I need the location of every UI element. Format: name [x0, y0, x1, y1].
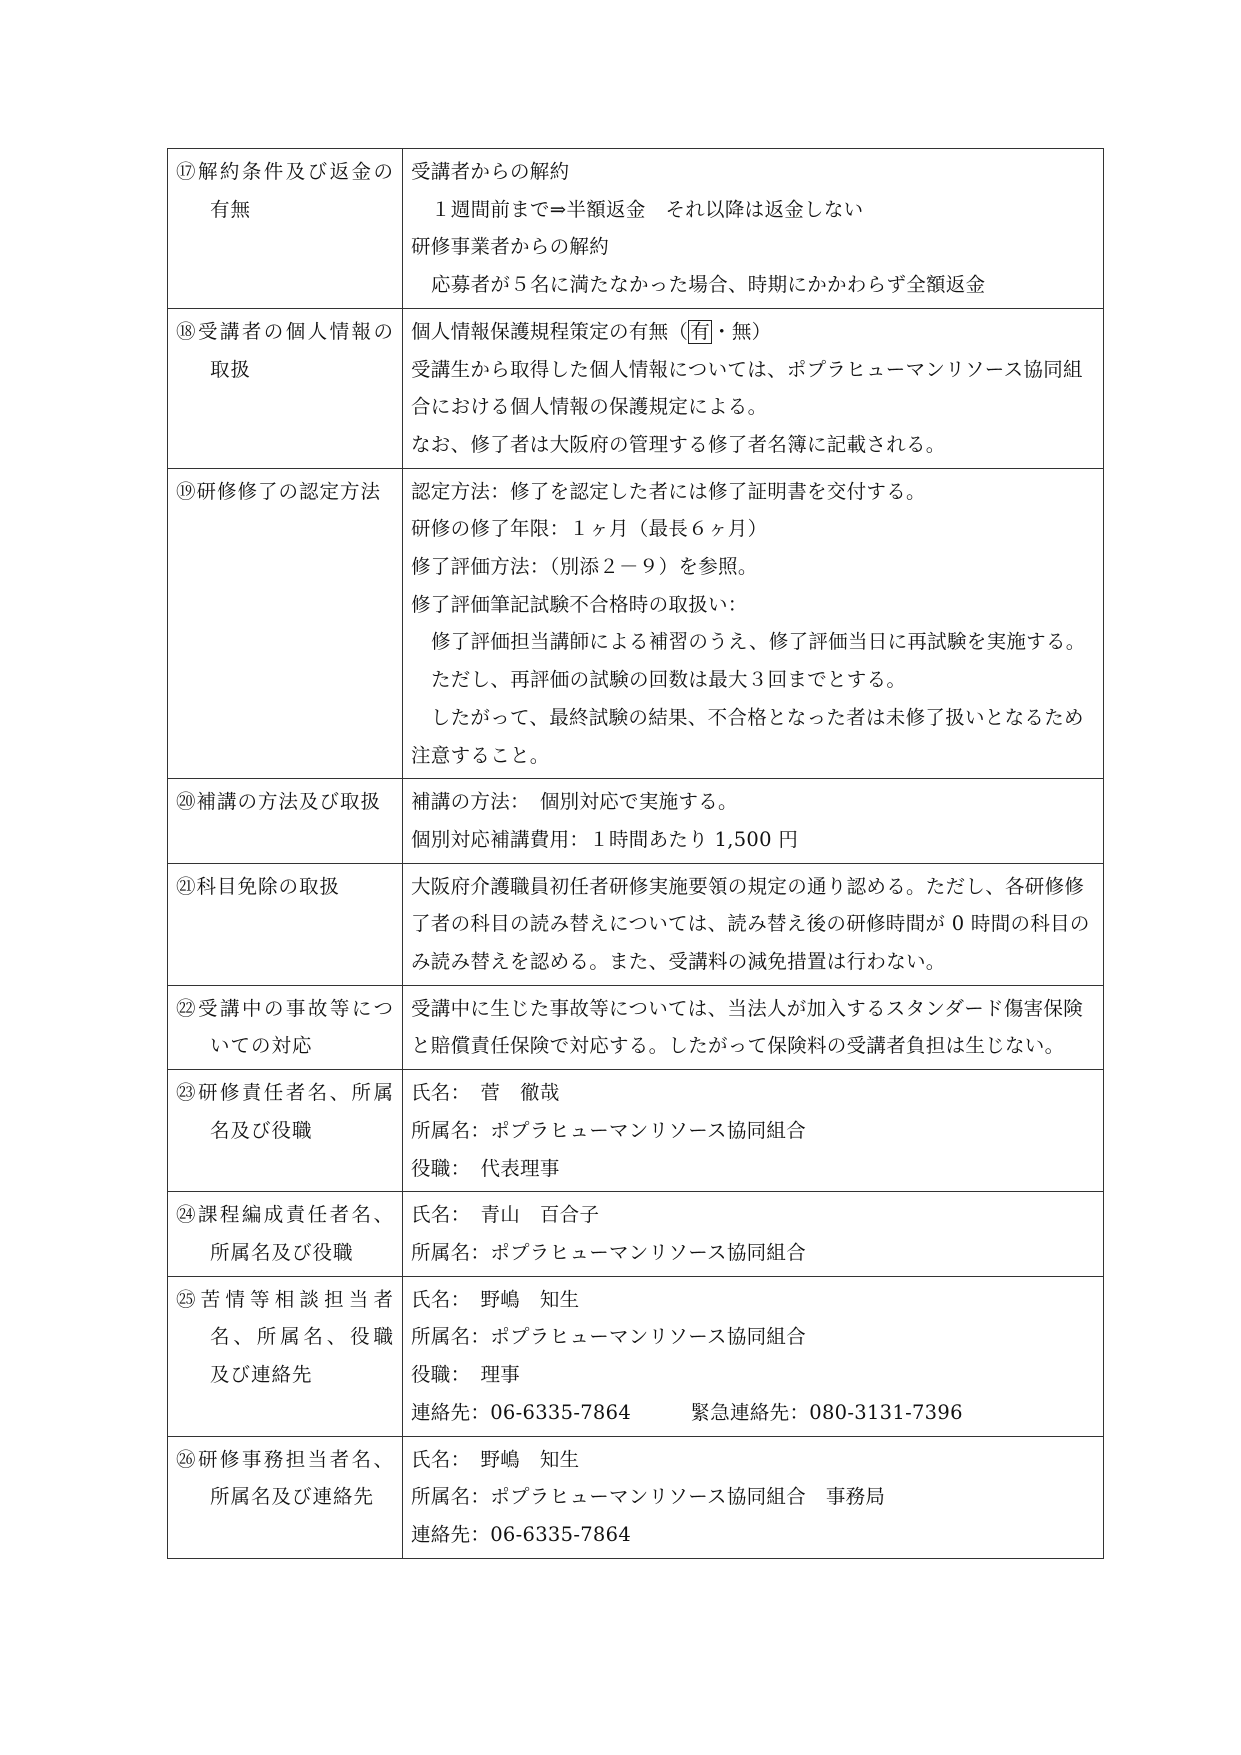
row-label-cell: [168, 308, 403, 468]
content-line: 氏名： 菅 徹哉: [411, 1081, 560, 1105]
row-label-cell: [168, 1436, 403, 1558]
content-line: 応募者が５名に満たなかった場合、時期にかかわらず全額返金: [431, 273, 986, 297]
content-line: 研修の修了年限：１ヶ月（最長６ヶ月）: [411, 517, 768, 541]
content-line: 修了評価担当講師による補習のうえ、修了評価当日に再試験を実施する。: [431, 630, 1086, 654]
content-line: 所属名：ポプラヒューマンリソース協同組合: [411, 1118, 807, 1142]
content-line: 所属名：ポプラヒューマンリソース協同組合: [411, 1240, 807, 1264]
content-line: ただし、再評価の試験の回数は最大３回までとする。: [431, 668, 907, 692]
content-line: 役職： 理事: [411, 1363, 521, 1387]
content-line: 受講中に生じた事故等については、当法人が加入するスタンダード傷害保険と賠償責任保険で対応する。したがって保険料の受講者負担は生じない。: [411, 996, 1084, 1058]
content-line: 修了評価方法：（別添２－９）を参照。: [411, 555, 758, 579]
table-row: [168, 779, 1104, 863]
training-info-table: [167, 148, 1104, 1559]
content-line: 個別対応補講費用：１時間あたり 1,500 円: [411, 827, 799, 851]
content-line: 役職： 代表理事: [411, 1156, 560, 1180]
content-line: 所属名：ポプラヒューマンリソース協同組合: [411, 1325, 807, 1349]
content-line: したがって、最終試験の結果、不合格となった者は未修了扱いとなるため注意すること。: [411, 705, 1084, 767]
table-row: [168, 1070, 1104, 1192]
table-row: [168, 863, 1104, 985]
row-label-cell: [168, 1070, 403, 1192]
row-label-cell: [168, 863, 403, 985]
row-label: ㉑科目免除の取扱: [176, 874, 341, 898]
privacy-selected-box: 有: [690, 319, 711, 343]
table-row: [168, 308, 1104, 468]
row-label-cell: [168, 149, 403, 309]
content-line: １週間前まで⇒半額返金 それ以降は返金しない: [431, 197, 864, 221]
row-content-cell: [403, 1192, 1104, 1276]
table-row: [168, 1436, 1104, 1558]
row-label: ㉒受講中の事故等についての対応: [176, 996, 394, 1058]
content-line: 連絡先：06-6335-7864: [411, 1522, 632, 1546]
row-content-cell: [403, 985, 1104, 1069]
row-content-cell: [403, 1436, 1104, 1558]
row-label: ⑰解約条件及び返金の有無: [176, 160, 394, 221]
privacy-policy-prefix: 個人情報保護規程策定の有無（: [411, 319, 689, 343]
content-line: 研修事業者からの解約: [411, 235, 610, 259]
content-line: 所属名：ポプラヒューマンリソース協同組合 事務局: [411, 1485, 886, 1509]
row-content-cell: [403, 308, 1104, 468]
row-label: ⑲研修修了の認定方法: [176, 479, 382, 503]
content-line: 認定方法：修了を認定した者には修了証明書を交付する。: [411, 479, 926, 503]
table-row: [168, 149, 1104, 309]
table-row: [168, 1192, 1104, 1276]
content-line: 修了評価筆記試験不合格時の取扱い：: [411, 592, 748, 616]
table-row: [168, 468, 1104, 779]
privacy-policy-suffix: ・無）: [712, 319, 772, 343]
row-content-cell: [403, 779, 1104, 863]
document-page: [167, 148, 1090, 1559]
row-label-cell: [168, 468, 403, 779]
content-line: 氏名： 野嶋 知生: [411, 1447, 580, 1471]
content-line: 氏名： 青山 百合子: [411, 1203, 600, 1227]
privacy-policy-line: [411, 313, 1095, 351]
row-content-cell: [403, 1276, 1104, 1436]
row-content-cell: [403, 1070, 1104, 1192]
content-line: 受講者からの解約: [411, 160, 570, 183]
table-row: [168, 1276, 1104, 1436]
content-line: 連絡先：06-6335-7864 緊急連絡先：080-3131-7396: [411, 1400, 963, 1424]
content-line: 氏名： 野嶋 知生: [411, 1287, 580, 1311]
content-line: なお、修了者は大阪府の管理する修了者名簿に記載される。: [411, 432, 946, 456]
row-label-cell: [168, 985, 403, 1069]
content-line: 大阪府介護職員初任者研修実施要領の規定の通り認める。ただし、各研修修了者の科目の読み替えについては、読み替え後の研修時間が 0 時間の科目のみ読み替えを認める。また、受講料の減免措置は行わない。: [411, 874, 1090, 974]
row-label-cell: [168, 1192, 403, 1276]
row-content-cell: [403, 149, 1104, 309]
row-label: ⑳補講の方法及び取扱: [176, 790, 382, 814]
row-label: ㉔課程編成責任者名、所属名及び役職: [176, 1203, 394, 1264]
row-content-cell: [403, 468, 1104, 779]
row-label: ㉖研修事務担当者名、所属名及び連絡先: [176, 1447, 394, 1509]
row-label-cell: [168, 779, 403, 863]
row-label: ㉕苦情等相談担当者名、所属名、役職及び連絡先: [176, 1287, 394, 1387]
content-line: 補講の方法： 個別対応で実施する。: [411, 790, 738, 814]
row-label-cell: [168, 1276, 403, 1436]
table-row: [168, 985, 1104, 1069]
content-line: 受講生から取得した個人情報については、ポプラヒューマンリソース協同組合における個人情報の保護規定による。: [411, 357, 1083, 419]
row-label: ⑱受講者の個人情報の取扱: [176, 319, 394, 381]
row-label: ㉓研修責任者名、所属名及び役職: [176, 1081, 394, 1142]
row-content-cell: [403, 863, 1104, 985]
